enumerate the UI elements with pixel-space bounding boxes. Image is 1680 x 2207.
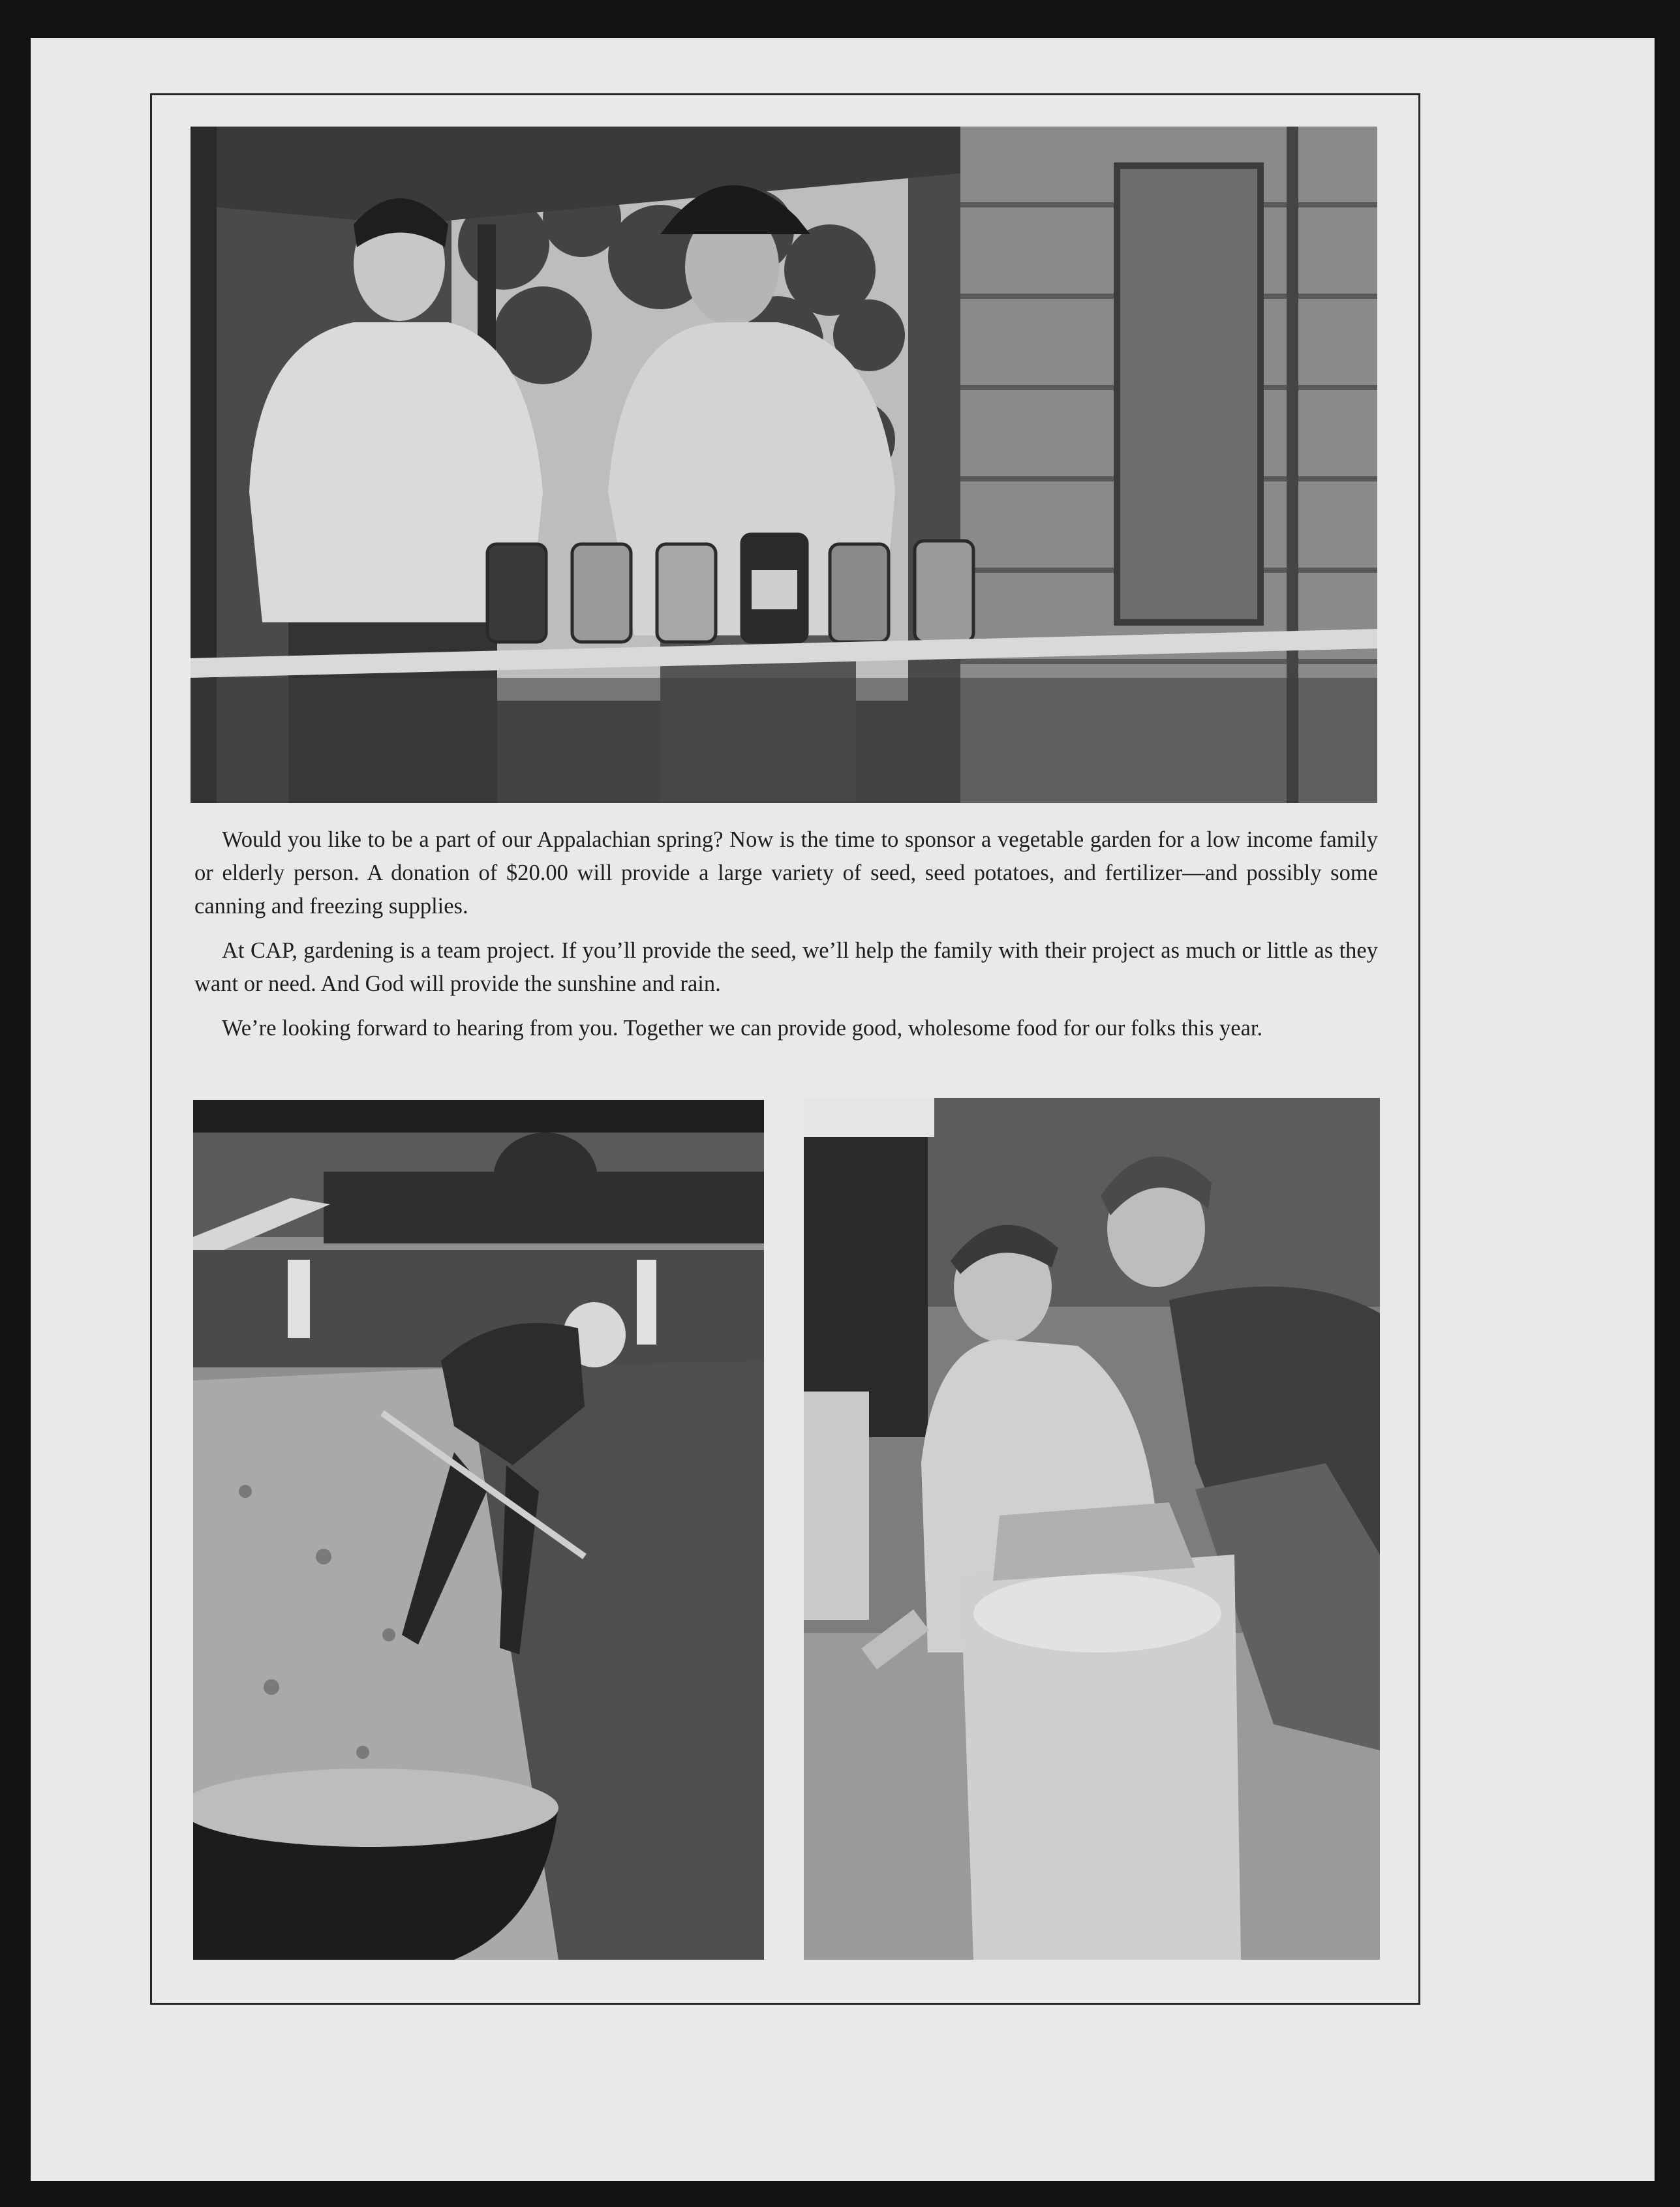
photo-men-bag-of-beans — [804, 1098, 1380, 1960]
body-copy — [194, 823, 1378, 1056]
paragraph-looking-forward: We’re looking forward to hearing from you. Together we can provide good, wholesome food for our folks this year. — [222, 1016, 1263, 1041]
photo-man-hoeing-garden — [193, 1100, 764, 1960]
paragraph-team-project: At CAP, gardening is a team project. If you’ll provide the seed, we’ll help the family with their project as much or little as they want or need. And God will provide the sunshine and rain. — [194, 938, 1378, 996]
paragraph-sponsor-garden: Would you like to be a part of our Appalachian spring? Now is the time to sponsor a vegetable garden for a low income family or elderly person. A donation of $20.00 will provide a large variety of seed, seed potatoes, and fertilizer—and possibly some canning and freezing supplies. — [194, 827, 1378, 919]
photo-porch-canning-jars — [191, 127, 1377, 803]
